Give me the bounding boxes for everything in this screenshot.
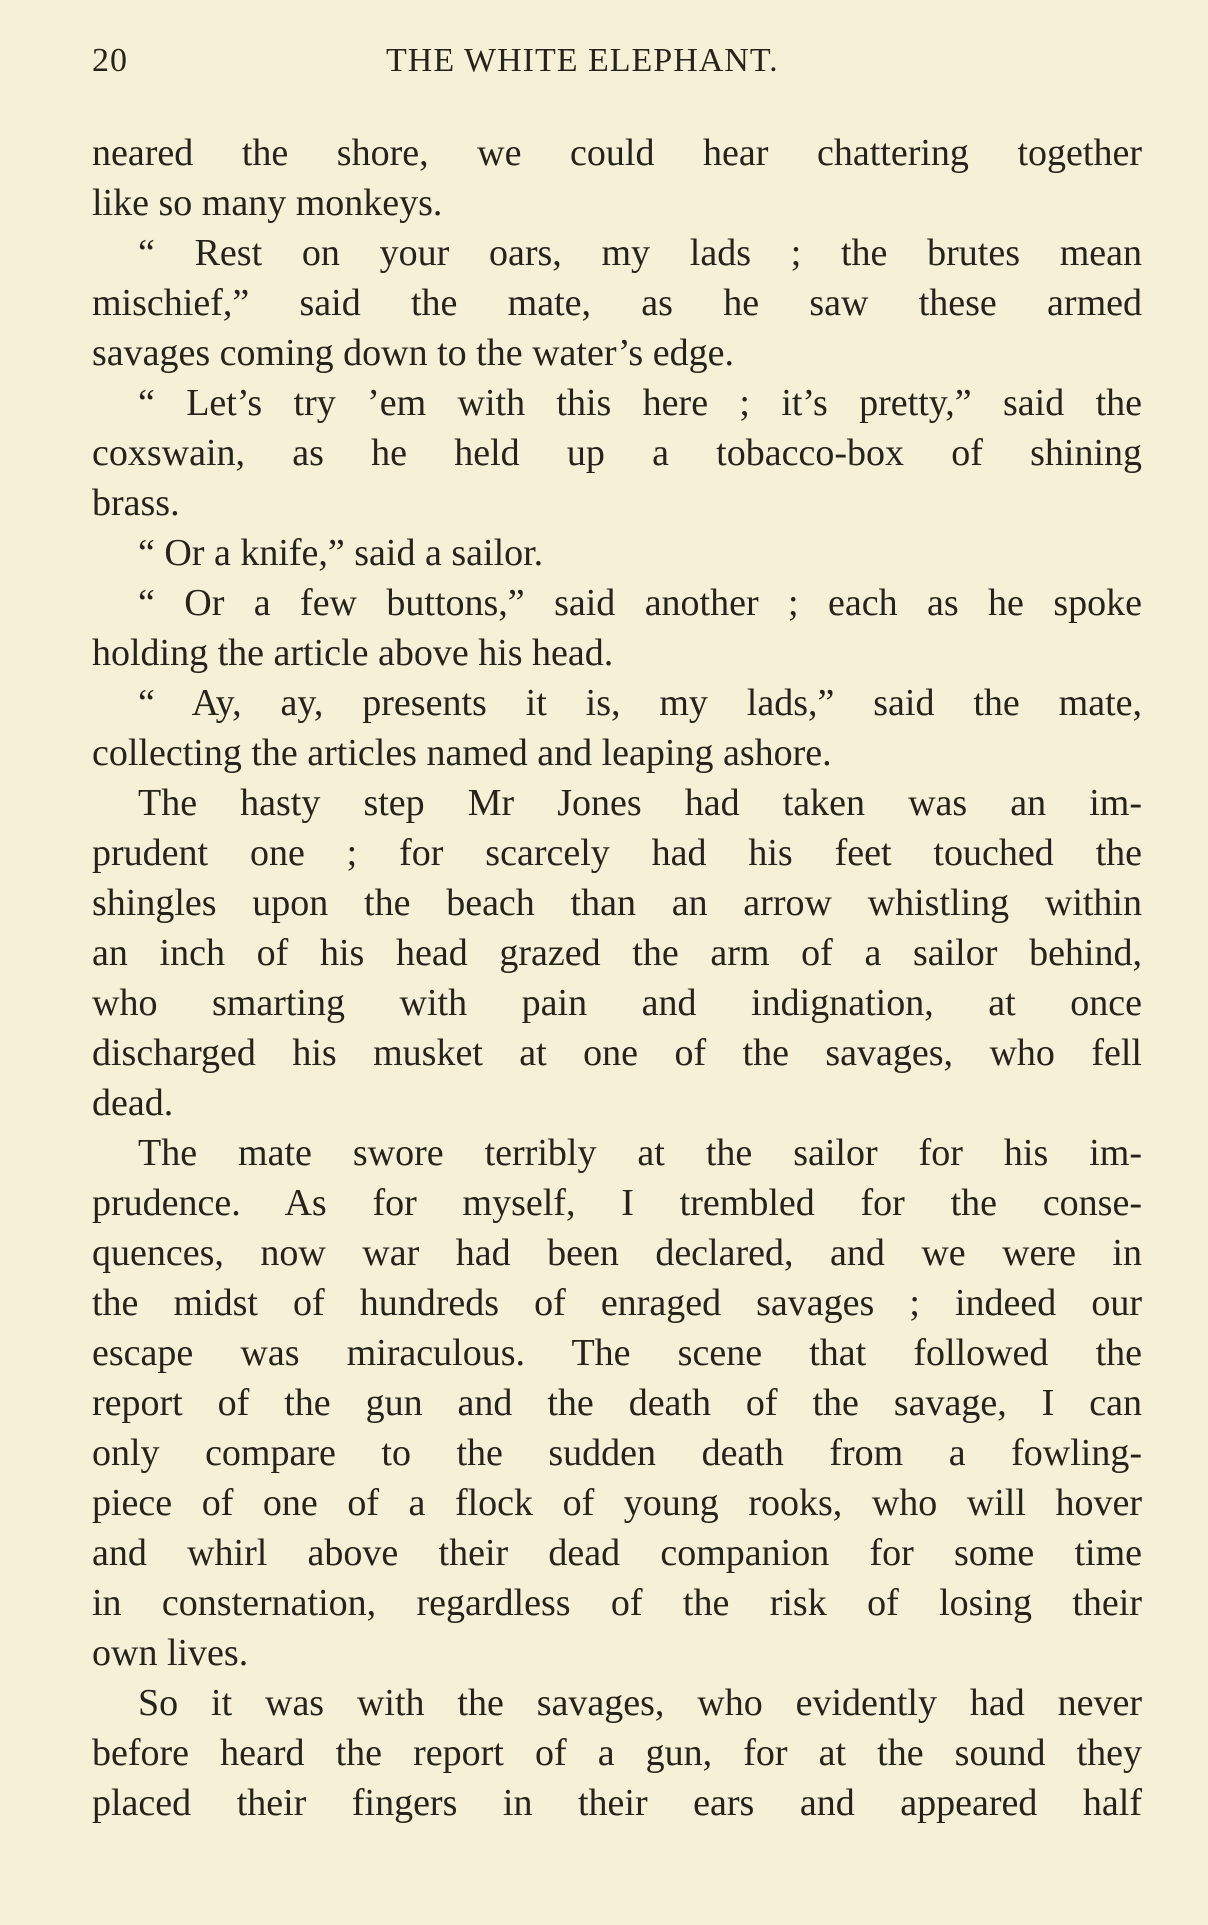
text-line: and whirl above their dead companion for some time: [92, 1532, 1142, 1574]
text-line: collecting the articles named and leaping ashore.: [92, 732, 832, 774]
text-line: So it was with the savages, who evidently had never: [138, 1682, 1142, 1724]
text-line: “ Ay, ay, presents it is, my lads,” said the mate,: [138, 682, 1142, 724]
text-line: savages coming down to the water’s edge.: [92, 332, 734, 374]
text-line: prudence. As for myself, I trembled for the conse-: [92, 1182, 1142, 1224]
text-line: discharged his musket at one of the savages, who fell: [92, 1032, 1142, 1074]
text-line: shingles upon the beach than an arrow whistling within: [92, 882, 1142, 924]
text-line: only compare to the sudden death from a fowling-: [92, 1432, 1142, 1474]
text-line: coxswain, as he held up a tobacco-box of shining: [92, 432, 1142, 474]
text-line: “ Or a few buttons,” said another ; each as he spoke: [138, 582, 1142, 624]
text-line: mischief,” said the mate, as he saw these armed: [92, 282, 1142, 324]
text-line: “ Rest on your oars, my lads ; the brutes mean: [138, 232, 1142, 274]
text-line: dead.: [92, 1082, 174, 1124]
text-line: report of the gun and the death of the savage, I can: [92, 1382, 1142, 1424]
text-line: placed their fingers in their ears and appeared half: [92, 1782, 1142, 1824]
text-line: The hasty step Mr Jones had taken was an im-: [138, 782, 1142, 824]
text-line: The mate swore terribly at the sailor for his im-: [138, 1132, 1142, 1174]
text-line: quences, now war had been declared, and we were in: [92, 1232, 1142, 1274]
text-line: holding the article above his head.: [92, 632, 614, 674]
text-line: in consternation, regardless of the risk of losing their: [92, 1582, 1142, 1624]
text-line: who smarting with pain and indignation, at once: [92, 982, 1142, 1024]
text-line: neared the shore, we could hear chattering together: [92, 132, 1142, 174]
page-number: 20: [92, 42, 128, 79]
text-line: before heard the report of a gun, for at the sound they: [92, 1732, 1142, 1774]
page-header: [92, 42, 1142, 90]
text-line: like so many monkeys.: [92, 182, 443, 224]
body-text: [92, 128, 1142, 1828]
text-line: “ Let’s try ’em with this here ; it’s pretty,” said the: [138, 382, 1142, 424]
text-line: an inch of his head grazed the arm of a sailor behind,: [92, 932, 1142, 974]
text-line: “ Or a knife,” said a sailor.: [138, 532, 544, 574]
text-line: the midst of hundreds of enraged savages ; indeed our: [92, 1282, 1142, 1324]
text-line: escape was miraculous. The scene that followed the: [92, 1332, 1142, 1374]
running-head: THE WHITE ELEPHANT.: [386, 42, 779, 79]
text-line: brass.: [92, 482, 180, 524]
text-line: piece of one of a flock of young rooks, who will hover: [92, 1482, 1142, 1524]
text-line: own lives.: [92, 1632, 249, 1674]
text-line: prudent one ; for scarcely had his feet touched the: [92, 832, 1142, 874]
